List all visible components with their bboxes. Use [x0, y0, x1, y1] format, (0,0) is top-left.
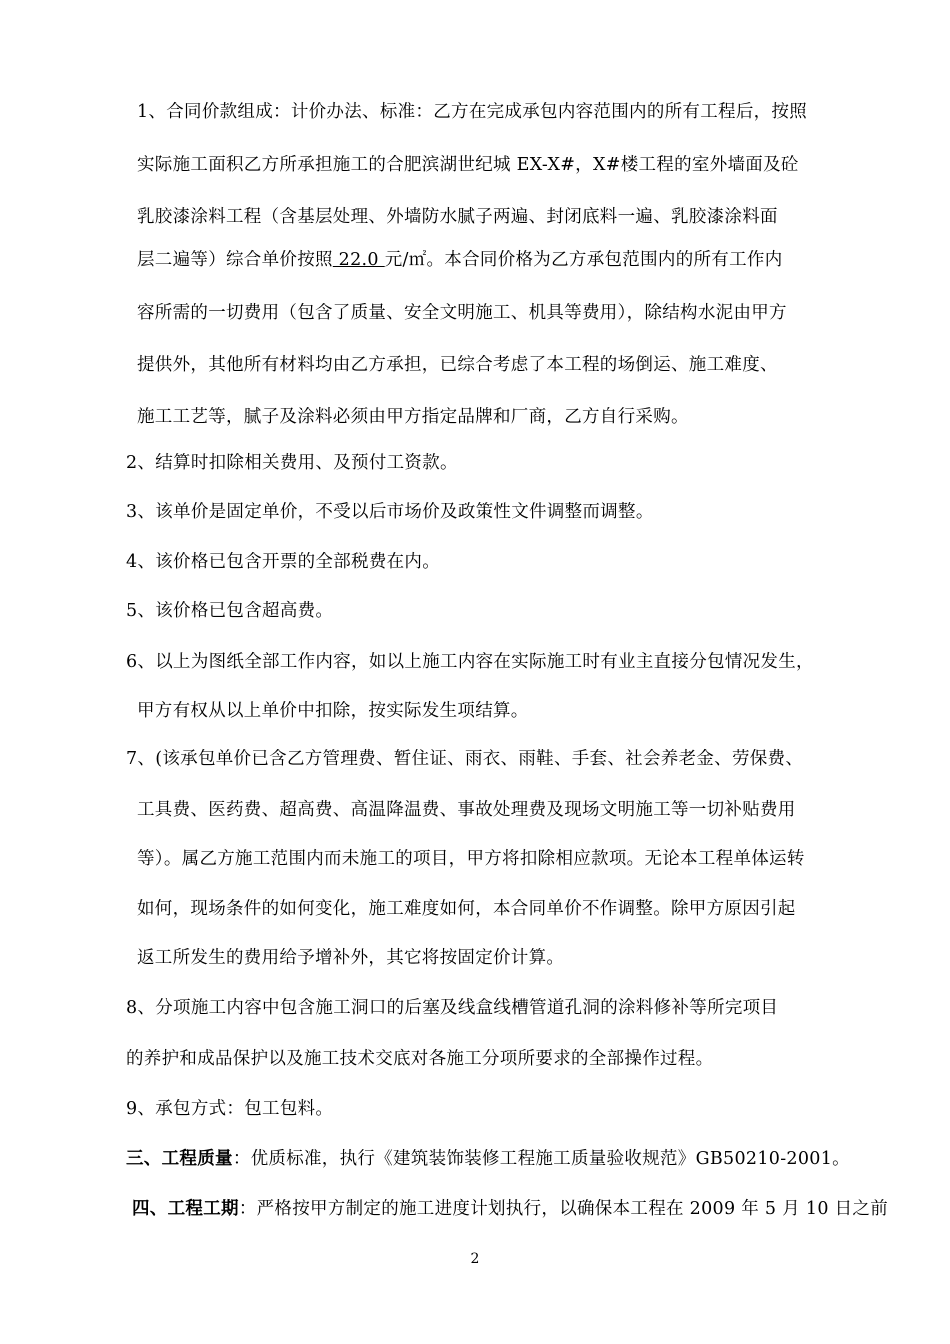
clause-7-line-4: 如何，现场条件的如何变化，施工难度如何，本合同单价不作调整。除甲方原因引起	[137, 899, 796, 919]
clause-1-line-3: 乳胶漆涂料工程（含基层处理、外墙防水腻子两遍、封闭底料一遍、乳胶漆涂料面	[137, 207, 778, 227]
clause-3: 3、该单价是固定单价，不受以后市场价及政策性文件调整而调整。	[126, 502, 654, 522]
clause-1-line-7: 施工工艺等，腻子及涂料必须由甲方指定品牌和厂商，乙方自行采购。	[137, 407, 689, 427]
clause-7-line-5: 返工所发生的费用给予增补外，其它将按固定价计算。	[137, 948, 565, 968]
section-3-quality	[126, 1147, 850, 1171]
section-3-body: ：优质标准，执行《建筑装饰装修工程施工质量验收规范》GB50210-2001。	[232, 1149, 850, 1169]
clause-7-line-1: 7、(该承包单价已含乙方管理费、暂住证、雨衣、雨鞋、手套、社会养老金、劳保费、	[126, 749, 804, 769]
clause-1-line-4-prefix: 层二遍等）综合单价按照	[137, 250, 333, 270]
clause-6-line-2: 甲方有权从以上单价中扣除，按实际发生项结算。	[137, 701, 529, 721]
clause-9: 9、承包方式：包工包料。	[126, 1099, 334, 1119]
unit-price-value: 22.0	[332, 250, 385, 270]
clause-1-line-4-suffix: 元/㎡。本合同价格为乙方承包范围内的所有工作内	[384, 250, 783, 270]
clause-1-line-5: 容所需的一切费用（包含了质量、安全文明施工、机具等费用），除结构水泥由甲方	[137, 303, 787, 323]
clause-1-line-6: 提供外，其他所有材料均由乙方承担，已综合考虑了本工程的场倒运、施工难度、	[137, 355, 778, 375]
clause-1-line-1: 1、合同价款组成：计价办法、标准：乙方在完成承包内容范围内的所有工程后，按照	[137, 102, 808, 122]
clause-7-line-2: 工具费、医药费、超高费、高温降温费、事故处理费及现场文明施工等一切补贴费用	[137, 800, 796, 820]
clause-5: 5、该价格已包含超高费。	[126, 601, 334, 621]
clause-1-line-2: 实际施工面积乙方所承担施工的合肥滨湖世纪城 EX-X#，X#楼工程的室外墙面及砼	[137, 155, 799, 175]
clause-6-line-1: 6、以上为图纸全部工作内容，如以上施工内容在实际施工时有业主直接分包情况发生，	[126, 652, 814, 672]
clause-7-line-3: 等）。属乙方施工范围内而未施工的项目，甲方将扣除相应款项。无论本工程单体运转	[137, 849, 805, 869]
clause-4: 4、该价格已包含开票的全部税费在内。	[126, 552, 441, 572]
section-4-heading: 四、工程工期	[132, 1199, 239, 1219]
section-4-body: ：严格按甲方制定的施工进度计划执行，以确保本工程在 2009 年 5 月 10 日之前	[238, 1199, 889, 1219]
section-4-schedule	[132, 1197, 888, 1221]
section-3-heading: 三、工程质量	[126, 1149, 233, 1169]
clause-1-line-4	[137, 248, 783, 272]
clause-8-line-2: 的养护和成品保护以及施工技术交底对各施工分项所要求的全部操作过程。	[126, 1049, 714, 1069]
clause-8-line-1: 8、分项施工内容中包含施工洞口的后塞及线盒线槽管道孔洞的涂料修补等所完项目	[126, 998, 779, 1018]
clause-2: 2、结算时扣除相关费用、及预付工资款。	[126, 453, 458, 473]
page-number: 2	[470, 1251, 480, 1267]
